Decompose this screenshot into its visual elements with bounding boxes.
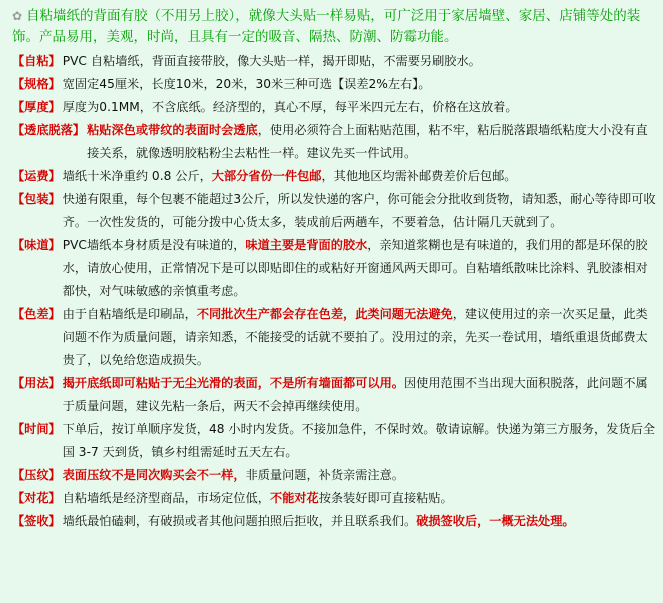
note-content [63,73,657,96]
note-item [12,50,657,73]
note-item [12,119,657,165]
note-tag: 【透底脱落】 [12,123,86,137]
note-item [12,510,657,533]
note-tag: 【自粘】 [12,54,61,68]
note-tag: 【色差】 [12,307,61,321]
note-text: 宽固定45厘米，长度10米，20米，30米三种可选【误差2%左右】。 [62,77,431,91]
note-tag: 【压纹】 [12,468,61,482]
note-content [63,165,657,188]
note-tag: 【包装】 [12,192,61,206]
note-item [12,73,657,96]
note-item [12,234,657,303]
intro-text: 自粘墙纸的背面有胶（不用另上胶），就像大头贴一样易贴，可广泛用于家居墙壁、家居、店铺等处的装饰。产品易用，美观，时尚，且具有一定的吸音、隔热、防潮、防霉功能。 [12,8,641,45]
note-text: 粘贴深色或带纹的表面时会透底 [87,123,258,137]
note-tag: 【时间】 [12,422,61,436]
note-item [12,418,657,464]
note-item [12,165,657,188]
note-text: 不同批次生产都会存在色差，此类问题无法避免 [196,307,453,321]
note-content [63,464,657,487]
note-text: 非质量问题，补货亲需注意。 [245,468,404,482]
note-text: 因使用范围不当出现大面积脱落，此问题不属于质量问题，建议先粘一条后，两天不会掉再继续使用。 [62,376,648,413]
note-tag: 【味道】 [12,238,61,252]
note-tag: 【运费】 [12,169,61,183]
note-item [12,96,657,119]
note-text: 厚度为0.1MM，不含底纸。经济型的，真心不厚，每平米四元左右，价格在这放着。 [62,100,518,114]
note-text: 由于自粘墙纸是印刷品， [62,307,197,321]
note-content [63,303,657,372]
note-content [63,234,657,303]
note-text: 大部分省份一件包邮 [211,169,322,183]
note-text: PVC墙纸本身材质是没有味道的， [62,238,246,252]
note-text: ，亲知道浆糊也是有味道的，我们用的都是环保的胶水，请放心使用，正常情况下是可以即贴即住的或粘好开窗通风两天即可。自粘墙纸散味比涂料、乳胶漆相对都快，对气味敏感的亲慎重考虑。 [62,238,648,298]
note-content [63,372,657,418]
note-content [87,119,657,165]
note-content [63,96,657,119]
note-text: ，其他地区均需补邮费差价后包邮。 [321,169,517,183]
note-text: 味道主要是背面的胶水 [245,238,368,252]
note-tag: 【规格】 [12,77,61,91]
note-text: 揭开底纸即可粘贴于无尘光滑的表面，不是所有墙面都可以用。 [62,376,404,390]
note-text: PVC 自粘墙纸，背面直接带胶，像大头贴一样，揭开即贴，不需要另刷胶水。 [62,54,481,68]
note-tag: 【厚度】 [12,100,61,114]
note-item [12,188,657,234]
note-item [12,372,657,418]
note-content [63,50,657,73]
note-content [63,188,657,234]
intro-paragraph [12,6,657,48]
note-text: 按条装好即可直接粘贴。 [318,491,453,505]
note-content [63,487,657,510]
note-tag: 【签收】 [12,514,61,528]
note-item [12,303,657,372]
note-text: ，建议使用过的亲一次买足量，此类问题不作为质量问题，请亲知悉，不能接受的话就不要拍了。没用过的亲，先买一卷试用，墙纸重退货邮费太贵了，以免给您造成损失。 [62,307,648,367]
note-text: 自粘墙纸是经济型商品，市场定位低， [62,491,270,505]
note-content [63,418,657,464]
note-tag: 【用法】 [12,376,61,390]
note-content [63,510,657,533]
notes-list [12,50,657,533]
note-text: 不能对花 [269,491,319,505]
note-tag: 【对花】 [12,491,61,505]
flower-icon: ✿ [12,9,23,23]
note-item [12,487,657,510]
note-text: 墙纸十米净重约 0.8 公斤， [62,169,212,183]
note-text: 快递有限重，每个包裹不能超过3公斤，所以发快递的客户，你可能会分批收到货物，请知悉，耐心等待即可收齐。一次性发货的，可能分拨中心货太多，装成前后两趟车，不要着急，估计隔几天就到了。 [62,192,656,229]
note-text: 下单后，按订单顺序发货，48 小时内发货。不接加急件，不保时效。敬请谅解。快递为第三方服务，发货后全国 3-7 天到货，镇乡村组需延时五天左右。 [62,422,655,459]
note-text: 破损签收后，一概无法处理。 [416,514,575,528]
note-text: 表面压纹不是同次购买会不一样， [62,468,246,482]
note-text: 墙纸最怕磕刺，有破损或者其他问题拍照后拒收，并且联系我们。 [62,514,417,528]
note-item [12,464,657,487]
note-text: ，使用必须符合上面粘贴范围，粘不牢，粘后脱落跟墙纸粘度大小没有直接关系，就像透明胶粘粉尘去粘性一样。建议先买一件试用。 [87,123,648,160]
